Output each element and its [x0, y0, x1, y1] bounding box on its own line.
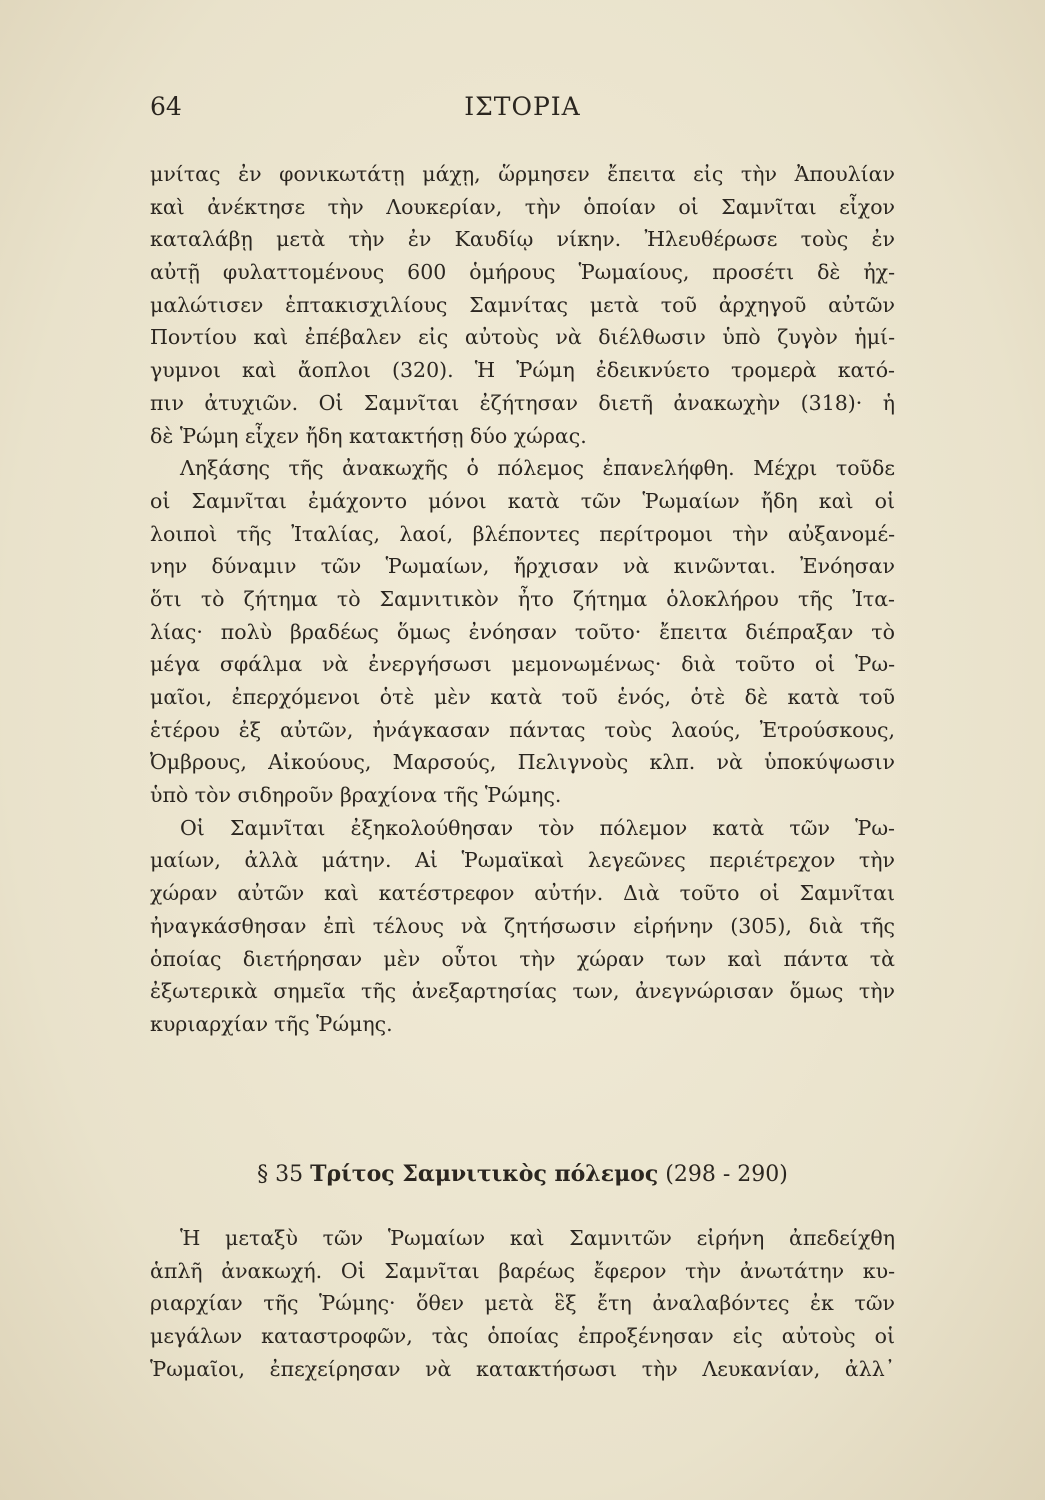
text-line: ὑπὸ τὸν σιδηροῦν βραχίονα τῆς Ῥώμης.	[150, 783, 562, 808]
text-line: καὶ ἀνέκτησε τὴν Λουκερίαν, τὴν ὁποίαν οἱ Σαμνῖται εἶχον	[150, 194, 895, 219]
text-line: μαίων, ἀλλὰ μάτην. Αἱ Ῥωμαϊκαὶ λεγεῶνες περιέτρεχον τὴν	[150, 848, 895, 873]
text-line: Ληξάσης τῆς ἀνακωχῆς ὁ πόλεμος ἐπανελήφθη. Μέχρι τοῦδε	[180, 456, 895, 481]
text-line: Ποντίου καὶ ἐπέβαλεν εἰς αὐτοὺς νὰ διέλθωσιν ὑπὸ ζυγὸν ἡμί-	[150, 325, 895, 350]
section-symbol: § 35	[257, 1162, 304, 1187]
text-line: ἐξωτερικὰ σημεῖα τῆς ἀνεξαρτησίας των, ἀνεγνώρισαν ὅμως τὴν	[150, 979, 895, 1004]
text-line: λίας· πολὺ βραδέως ὅμως ἐνόησαν τοῦτο· ἔπειτα διέπραξαν τὸ	[150, 619, 895, 644]
section-title: Τρίτος Σαμνιτικὸς πόλεμος	[310, 1161, 659, 1187]
text-line: δὲ Ῥώμη εἶχεν ἤδη κατακτήσῃ δύο χώρας.	[150, 423, 587, 448]
text-line: Ὀμβρους, Αἰκούους, Μαρσούς, Πελιγνοὺς κλπ. νὰ ὑποκύψωσιν	[150, 750, 895, 775]
text-line: μεγάλων καταστροφῶν, τὰς ὁποίας ἐπροξένησαν εἰς αὐτοὺς οἱ	[150, 1324, 895, 1349]
section-dates: (298 - 290)	[665, 1162, 788, 1187]
text-line: οἱ Σαμνῖται ἐμάχοντο μόνοι κατὰ τῶν Ῥωμαίων ἤδη καὶ οἱ	[150, 488, 895, 513]
page-header	[150, 92, 895, 132]
text-line: ριαρχίαν τῆς Ῥώμης· ὅθεν μετὰ ἓξ ἔτη ἀναλαβόντες ἐκ τῶν	[150, 1291, 895, 1316]
text-line: πιν ἀτυχιῶν. Οἱ Σαμνῖται ἐζήτησαν διετῆ ἀνακωχὴν (318)· ἡ	[150, 390, 895, 415]
text-line: ὁποίας διετήρησαν μὲν οὗτοι τὴν χώραν των καὶ πάντα τὰ	[150, 946, 895, 971]
text-line: ἁπλῆ ἀνακωχή. Οἱ Σαμνῖται βαρέως ἔφερον τὴν ἀνωτάτην κυ-	[150, 1258, 895, 1283]
text-line: κυριαρχίαν τῆς Ῥώμης.	[150, 1011, 393, 1036]
text-line: χώραν αὐτῶν καὶ κατέστρεφον αὐτήν. Διὰ τοῦτο οἱ Σαμνῖται	[150, 881, 895, 906]
text-line: γυμνοι καὶ ἄοπλοι (320). Ἡ Ῥώμη ἐδεικνύετο τρομερὰ κατό-	[150, 358, 895, 383]
body-text	[150, 158, 895, 1041]
text-line: μνίτας ἐν φονικωτάτῃ μάχῃ, ὥρμησεν ἔπειτα εἰς τὴν Ἀπουλίαν	[150, 162, 895, 186]
page-number: 64	[150, 92, 182, 121]
text-line: μέγα σφάλμα νὰ ἐνεργήσωσι μεμονωμένως· διὰ τοῦτο οἱ Ῥω-	[150, 652, 895, 677]
text-line: αὐτῇ φυλαττομένους 600 ὁμήρους Ῥωμαίους, προσέτι δὲ ἠχ-	[150, 260, 895, 285]
text-line: ὅτι τὸ ζήτημα τὸ Σαμνιτικὸν ἦτο ζήτημα ὁλοκλήρου τῆς Ἰτα-	[150, 586, 895, 611]
text-line: μαῖοι, ἐπερχόμενοι ὁτὲ μὲν κατὰ τοῦ ἑνός, ὁτὲ δὲ κατὰ τοῦ	[150, 685, 895, 709]
text-line: νην δύναμιν τῶν Ῥωμαίων, ἤρχισαν νὰ κινῶνται. Ἐνόησαν	[150, 554, 895, 579]
section-heading	[150, 1154, 895, 1194]
text-line: μαλώτισεν ἑπτακισχιλίους Σαμνίτας μετὰ τοῦ ἀρχηγοῦ αὐτῶν	[150, 292, 895, 317]
text-line: καταλάβῃ μετὰ τὴν ἐν Καυδίῳ νίκην. Ἠλευθέρωσε τοὺς ἐν	[150, 227, 895, 252]
text-line: ἠναγκάσθησαν ἐπὶ τέλους νὰ ζητήσωσιν εἰρήνην (305), διὰ τῆς	[150, 913, 895, 938]
text-line: Οἱ Σαμνῖται ἐξηκολούθησαν τὸν πόλεμον κατὰ τῶν Ῥω-	[180, 815, 895, 840]
running-title: ΙΣΤΟΡΙΑ	[464, 92, 581, 121]
text-line: Ἡ μεταξὺ τῶν Ῥωμαίων καὶ Σαμνιτῶν εἰρήνη ἀπεδείχθη	[180, 1226, 895, 1250]
text-line: λοιποὶ τῆς Ἰταλίας, λαοί, βλέποντες περίτρομοι τὴν αὐξανομέ-	[150, 521, 895, 546]
text-line: Ῥωμαῖοι, ἐπεχείρησαν νὰ κατακτήσωσι τὴν Λευκανίαν, ἀλλ᾽	[150, 1356, 895, 1381]
body-text-2	[150, 1222, 895, 1385]
text-line: ἑτέρου ἐξ αὐτῶν, ἠνάγκασαν πάντας τοὺς λαούς, Ἐτρούσκους,	[150, 717, 895, 742]
